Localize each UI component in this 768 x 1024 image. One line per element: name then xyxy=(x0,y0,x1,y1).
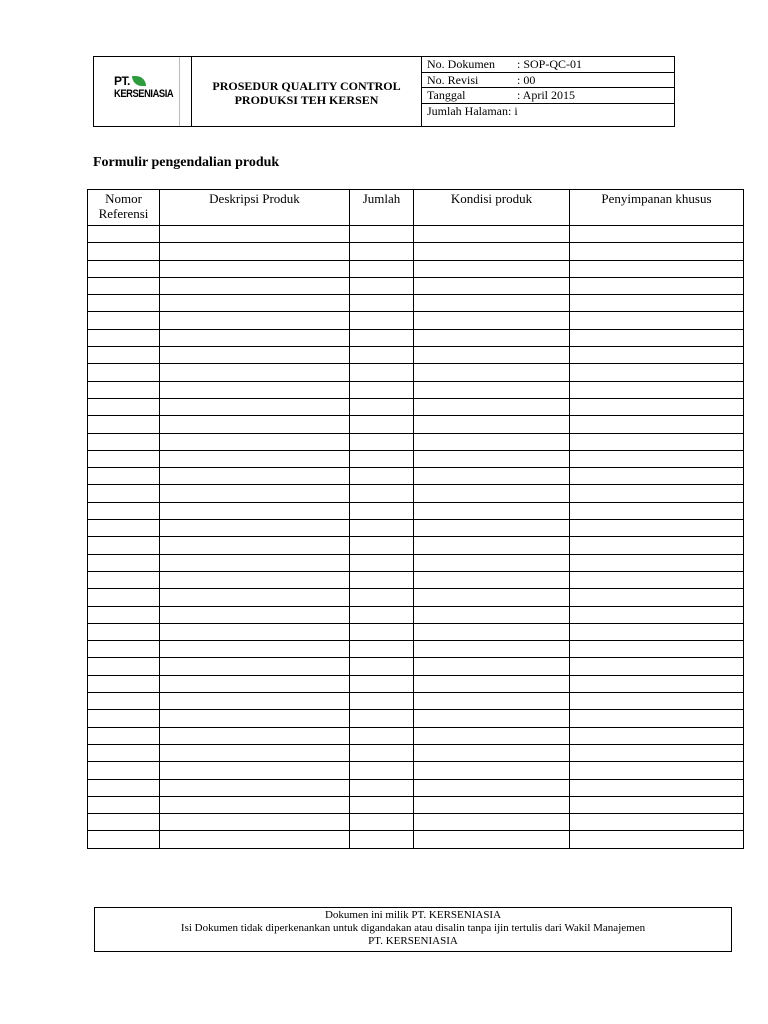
table-cell xyxy=(414,381,570,398)
table-cell xyxy=(350,814,414,831)
table-cell xyxy=(570,762,744,779)
table-cell xyxy=(570,554,744,571)
table-cell xyxy=(350,589,414,606)
table-cell xyxy=(350,243,414,260)
table-cell xyxy=(350,779,414,796)
table-cell xyxy=(88,554,160,571)
table-cell xyxy=(88,641,160,658)
table-cell xyxy=(350,831,414,848)
table-cell xyxy=(160,226,350,243)
table-row xyxy=(88,623,744,640)
table-cell xyxy=(570,744,744,761)
table-cell xyxy=(160,468,350,485)
table-cell xyxy=(414,675,570,692)
table-cell xyxy=(350,450,414,467)
table-cell xyxy=(414,693,570,710)
table-cell xyxy=(350,537,414,554)
table-cell xyxy=(350,693,414,710)
table-cell xyxy=(160,589,350,606)
table-cell xyxy=(160,329,350,346)
column-header-condition: Kondisi produk xyxy=(414,190,570,226)
table-cell xyxy=(414,468,570,485)
table-row xyxy=(88,641,744,658)
info-row xyxy=(422,104,674,127)
table-cell xyxy=(350,381,414,398)
table-cell xyxy=(88,744,160,761)
document-footer xyxy=(94,907,732,952)
logo-cell xyxy=(94,57,192,126)
table-cell xyxy=(570,814,744,831)
table-cell xyxy=(414,537,570,554)
table-cell xyxy=(570,571,744,588)
table-cell xyxy=(414,398,570,415)
table-cell xyxy=(350,502,414,519)
table-cell xyxy=(88,485,160,502)
table-cell xyxy=(570,606,744,623)
table-cell xyxy=(88,243,160,260)
column-header-reference: Nomor Referensi xyxy=(88,190,160,226)
table-cell xyxy=(414,295,570,312)
info-value: : 00 xyxy=(517,72,536,87)
table-cell xyxy=(414,329,570,346)
table-cell xyxy=(570,727,744,744)
table-row xyxy=(88,416,744,433)
table-row xyxy=(88,364,744,381)
table-cell xyxy=(350,796,414,813)
table-cell xyxy=(570,589,744,606)
table-cell xyxy=(570,537,744,554)
table-cell xyxy=(88,796,160,813)
column-header-storage: Penyimpanan khusus xyxy=(570,190,744,226)
info-row xyxy=(422,88,674,104)
table-cell xyxy=(88,416,160,433)
table-cell xyxy=(160,727,350,744)
table-row xyxy=(88,693,744,710)
table-cell xyxy=(88,814,160,831)
table-cell xyxy=(570,468,744,485)
table-cell xyxy=(570,347,744,364)
table-cell xyxy=(570,658,744,675)
table-cell xyxy=(570,710,744,727)
table-cell xyxy=(350,554,414,571)
title-line2: PRODUKSI TEH KERSEN xyxy=(234,92,379,107)
table-cell xyxy=(88,347,160,364)
table-row xyxy=(88,589,744,606)
table-cell xyxy=(350,675,414,692)
table-cell xyxy=(350,727,414,744)
table-cell xyxy=(160,485,350,502)
table-cell xyxy=(414,277,570,294)
table-cell xyxy=(350,260,414,277)
table-cell xyxy=(160,364,350,381)
logo-line2: KERSENIASIA xyxy=(114,88,174,100)
table-cell xyxy=(414,831,570,848)
table-cell xyxy=(570,502,744,519)
table-cell xyxy=(350,295,414,312)
table-cell xyxy=(350,329,414,346)
table-cell xyxy=(350,468,414,485)
table-cell xyxy=(350,571,414,588)
table-cell xyxy=(350,606,414,623)
table-cell xyxy=(160,520,350,537)
logo-line1: PT. xyxy=(114,74,130,88)
table-cell xyxy=(414,779,570,796)
table-cell xyxy=(350,520,414,537)
table-cell xyxy=(570,312,744,329)
product-control-table xyxy=(87,189,744,849)
table-cell xyxy=(88,364,160,381)
footer-line1: Dokumen ini milik PT. KERSENIASIA xyxy=(324,909,502,921)
table-cell xyxy=(350,623,414,640)
table-cell xyxy=(160,779,350,796)
table-cell xyxy=(414,762,570,779)
document-header xyxy=(93,56,675,127)
info-value: : SOP-QC-01 xyxy=(517,57,583,71)
table-cell xyxy=(350,710,414,727)
info-label: No. Revisi xyxy=(427,72,479,87)
table-cell xyxy=(88,468,160,485)
table-cell xyxy=(570,796,744,813)
table-cell xyxy=(414,364,570,381)
table-cell xyxy=(88,520,160,537)
table-cell xyxy=(160,814,350,831)
table-cell xyxy=(88,226,160,243)
table-cell xyxy=(88,693,160,710)
table-cell xyxy=(350,312,414,329)
table-row xyxy=(88,727,744,744)
table-cell xyxy=(414,347,570,364)
table-cell xyxy=(88,433,160,450)
table-cell xyxy=(88,329,160,346)
table-cell xyxy=(160,831,350,848)
table-cell xyxy=(88,623,160,640)
table-cell xyxy=(414,554,570,571)
table-cell xyxy=(570,450,744,467)
table-cell xyxy=(570,260,744,277)
table-cell xyxy=(160,744,350,761)
table-cell xyxy=(88,658,160,675)
table-row xyxy=(88,658,744,675)
table-cell xyxy=(160,710,350,727)
table-cell xyxy=(88,537,160,554)
table-cell xyxy=(414,641,570,658)
table-cell xyxy=(88,606,160,623)
document-info xyxy=(422,57,674,126)
table-cell xyxy=(160,243,350,260)
table-cell xyxy=(88,831,160,848)
table-cell xyxy=(350,485,414,502)
table-row xyxy=(88,277,744,294)
table-cell xyxy=(160,295,350,312)
table-cell xyxy=(414,589,570,606)
table-row xyxy=(88,762,744,779)
table-row xyxy=(88,433,744,450)
table-cell xyxy=(88,779,160,796)
table-cell xyxy=(570,226,744,243)
table-cell xyxy=(88,727,160,744)
table-cell xyxy=(160,796,350,813)
table-cell xyxy=(160,347,350,364)
table-cell xyxy=(414,814,570,831)
table-cell xyxy=(350,347,414,364)
table-cell xyxy=(160,416,350,433)
table-cell xyxy=(570,623,744,640)
table-cell xyxy=(160,433,350,450)
table-cell xyxy=(160,260,350,277)
table-cell xyxy=(88,502,160,519)
table-cell xyxy=(88,450,160,467)
table-row xyxy=(88,485,744,502)
table-cell xyxy=(570,779,744,796)
table-row xyxy=(88,814,744,831)
table-cell xyxy=(414,623,570,640)
table-row xyxy=(88,381,744,398)
table-cell xyxy=(350,277,414,294)
table-cell xyxy=(414,416,570,433)
table-cell xyxy=(570,641,744,658)
table-cell xyxy=(350,364,414,381)
table-row xyxy=(88,243,744,260)
document-title xyxy=(192,57,422,126)
table-cell xyxy=(570,398,744,415)
table-cell xyxy=(350,658,414,675)
table-cell xyxy=(414,606,570,623)
table-cell xyxy=(160,381,350,398)
table-cell xyxy=(414,520,570,537)
table-cell xyxy=(350,433,414,450)
table-cell xyxy=(414,796,570,813)
table-cell xyxy=(160,606,350,623)
table-row xyxy=(88,502,744,519)
title-line1: PROSEDUR QUALITY CONTROL xyxy=(212,78,401,93)
company-logo xyxy=(114,75,184,100)
table-cell xyxy=(414,727,570,744)
table-row xyxy=(88,260,744,277)
table-row xyxy=(88,347,744,364)
table-row xyxy=(88,537,744,554)
table-body xyxy=(88,226,744,849)
table-cell xyxy=(414,226,570,243)
table-cell xyxy=(414,312,570,329)
footer-line2: Isi Dokumen tidak diperkenankan untuk digandakan atau disalin tanpa ijin tertulis dari Wakil Manajemen xyxy=(180,922,646,934)
table-cell xyxy=(160,641,350,658)
table-cell xyxy=(160,502,350,519)
info-row xyxy=(422,73,674,89)
table-cell xyxy=(350,226,414,243)
table-cell xyxy=(88,589,160,606)
table-cell xyxy=(160,312,350,329)
table-cell xyxy=(88,675,160,692)
table-cell xyxy=(88,295,160,312)
table-cell xyxy=(160,675,350,692)
table-cell xyxy=(414,744,570,761)
table-cell xyxy=(88,710,160,727)
table-cell xyxy=(160,693,350,710)
table-cell xyxy=(570,416,744,433)
table-cell xyxy=(414,260,570,277)
table-cell xyxy=(570,520,744,537)
table-cell xyxy=(570,433,744,450)
info-value: : April 2015 xyxy=(517,88,576,102)
table-cell xyxy=(350,416,414,433)
table-row xyxy=(88,468,744,485)
table-cell xyxy=(160,571,350,588)
table-cell xyxy=(570,243,744,260)
table-cell xyxy=(414,571,570,588)
table-cell xyxy=(160,658,350,675)
table-cell xyxy=(350,398,414,415)
table-cell xyxy=(414,450,570,467)
table-cell xyxy=(88,762,160,779)
table-cell xyxy=(570,277,744,294)
info-value: : i xyxy=(507,103,518,118)
table-cell xyxy=(570,831,744,848)
info-label: Jumlah Halaman xyxy=(427,103,508,118)
column-header-quantity: Jumlah xyxy=(350,190,414,226)
table-cell xyxy=(88,312,160,329)
table-row xyxy=(88,779,744,796)
table-row xyxy=(88,744,744,761)
table-cell xyxy=(570,295,744,312)
table-cell xyxy=(88,398,160,415)
table-cell xyxy=(350,744,414,761)
table-cell xyxy=(570,329,744,346)
info-label: Tanggal xyxy=(427,88,466,102)
table-cell xyxy=(350,641,414,658)
table-cell xyxy=(160,537,350,554)
table-cell xyxy=(414,710,570,727)
table-cell xyxy=(570,364,744,381)
table-header-row xyxy=(88,190,744,226)
table-cell xyxy=(160,554,350,571)
table-cell xyxy=(160,398,350,415)
table-row xyxy=(88,295,744,312)
table-cell xyxy=(88,381,160,398)
table-row xyxy=(88,312,744,329)
table-row xyxy=(88,520,744,537)
table-cell xyxy=(570,381,744,398)
table-row xyxy=(88,796,744,813)
table-cell xyxy=(88,260,160,277)
table-cell xyxy=(414,243,570,260)
table-cell xyxy=(350,762,414,779)
table-row xyxy=(88,329,744,346)
table-row xyxy=(88,450,744,467)
table-row xyxy=(88,554,744,571)
table-cell xyxy=(88,277,160,294)
column-header-description: Deskripsi Produk xyxy=(160,190,350,226)
table-row xyxy=(88,571,744,588)
table-row xyxy=(88,398,744,415)
table-row xyxy=(88,831,744,848)
table-cell xyxy=(160,623,350,640)
table-row xyxy=(88,675,744,692)
table-cell xyxy=(414,433,570,450)
table-cell xyxy=(414,658,570,675)
table-cell xyxy=(160,762,350,779)
table-cell xyxy=(570,693,744,710)
info-label: No. Dokumen xyxy=(427,57,495,71)
form-title: Formulir pengendalian produk xyxy=(93,155,280,170)
table-cell xyxy=(570,675,744,692)
table-cell xyxy=(160,277,350,294)
table-cell xyxy=(414,485,570,502)
info-row xyxy=(422,57,674,73)
footer-line3: PT. KERSENIASIA xyxy=(368,935,458,947)
table-cell xyxy=(570,485,744,502)
table-cell xyxy=(414,502,570,519)
table-row xyxy=(88,226,744,243)
table-cell xyxy=(88,571,160,588)
table-cell xyxy=(160,450,350,467)
table-row xyxy=(88,710,744,727)
table-row xyxy=(88,606,744,623)
